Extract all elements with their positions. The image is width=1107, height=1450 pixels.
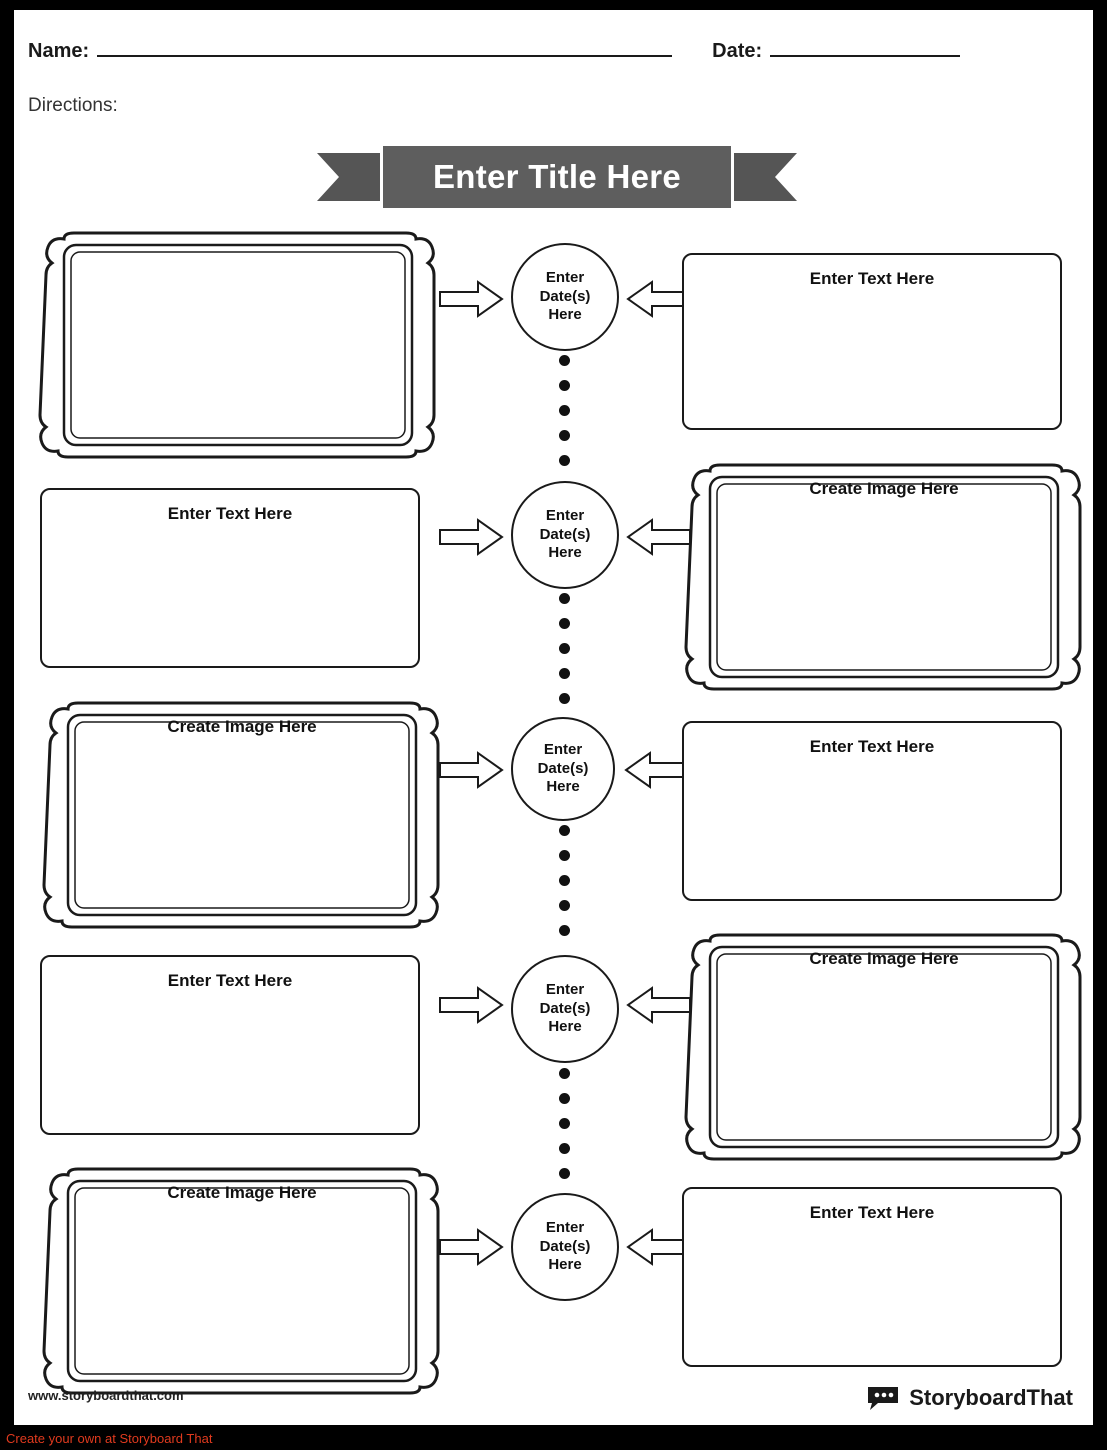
dotted-connector	[559, 355, 570, 480]
arrow-right-icon	[438, 750, 504, 795]
website-url: www.storyboardthat.com	[28, 1388, 184, 1403]
date-line-1: Enter	[543, 740, 583, 758]
cell-caption: Create Image Here	[809, 949, 959, 968]
date-line-3: Here	[548, 544, 582, 562]
image-cell[interactable]	[38, 231, 438, 459]
date-line-1: Enter	[545, 980, 585, 998]
brand-name-primary: Storyboard	[909, 1385, 1027, 1410]
dotted-connector	[559, 593, 570, 718]
cell-caption: Enter Text Here	[167, 504, 293, 523]
date-circle[interactable]	[511, 1193, 619, 1301]
name-write-line[interactable]	[97, 43, 672, 57]
arrow-left-icon	[626, 985, 692, 1030]
text-cell[interactable]	[682, 1187, 1062, 1367]
cell-caption: Enter Text Here	[809, 1203, 935, 1222]
date-line-1: Enter	[545, 268, 585, 286]
dotted-connector	[559, 825, 570, 950]
date-label: Date:	[712, 40, 763, 62]
date-line-3: Here	[548, 306, 582, 324]
worksheet-page	[14, 10, 1093, 1425]
cell-caption: Create Image Here	[167, 717, 317, 736]
title-text: Enter Title Here	[432, 158, 682, 195]
arrow-right-icon	[438, 1227, 504, 1272]
date-circle[interactable]	[511, 243, 619, 351]
date-circle-text	[540, 269, 591, 325]
image-cell[interactable]	[42, 701, 442, 929]
date-line-1: Enter	[545, 1218, 585, 1236]
date-line-3: Here	[548, 1018, 582, 1036]
date-line-3: Here	[548, 1256, 582, 1274]
brand-name-secondary: That	[1026, 1385, 1073, 1410]
name-label: Name:	[28, 40, 90, 62]
date-write-line[interactable]	[770, 43, 960, 57]
date-line-2: Date(s)	[539, 1237, 591, 1255]
date-circle[interactable]	[511, 717, 615, 821]
directions-label: Directions:	[28, 95, 118, 116]
image-cell[interactable]	[684, 463, 1084, 691]
date-line-3: Here	[546, 778, 580, 796]
arrow-right-icon	[438, 985, 504, 1030]
image-cell[interactable]	[42, 1167, 442, 1395]
date-line-2: Date(s)	[539, 525, 591, 543]
speech-bubble-icon	[866, 1385, 900, 1411]
name-date-row	[28, 40, 968, 63]
cell-caption: Enter Text Here	[167, 971, 293, 990]
text-cell[interactable]	[682, 253, 1062, 430]
storyboardthat-logo	[866, 1385, 1073, 1411]
cell-caption: Create Image Here	[809, 479, 959, 498]
text-cell[interactable]	[40, 955, 420, 1135]
cell-caption: Enter Text Here	[809, 269, 935, 288]
arrow-left-icon	[626, 517, 692, 562]
text-cell[interactable]	[682, 721, 1062, 901]
date-circle[interactable]	[511, 481, 619, 589]
dotted-connector	[559, 1068, 570, 1193]
text-cell[interactable]	[40, 488, 420, 668]
date-circle[interactable]	[511, 955, 619, 1063]
arrow-right-icon	[438, 279, 504, 324]
date-circle-text	[540, 1219, 591, 1275]
date-line-2: Date(s)	[539, 287, 591, 305]
cell-caption: Create Image Here	[167, 1183, 317, 1202]
footer-strip: Create your own at Storyboard That	[0, 1428, 1107, 1450]
image-cell[interactable]	[684, 933, 1084, 1161]
date-circle-text	[538, 741, 589, 797]
arrow-right-icon	[438, 517, 504, 562]
date-line-1: Enter	[545, 506, 585, 524]
title-banner-plate[interactable]	[380, 143, 734, 211]
date-circle-text	[540, 981, 591, 1037]
arrow-left-icon	[624, 750, 690, 795]
brand-name	[909, 1385, 1073, 1411]
title-banner[interactable]	[317, 143, 797, 211]
date-line-2: Date(s)	[537, 759, 589, 777]
date-circle-text	[540, 507, 591, 563]
date-line-2: Date(s)	[539, 999, 591, 1017]
cell-caption: Enter Text Here	[809, 737, 935, 756]
date-group	[712, 40, 960, 63]
